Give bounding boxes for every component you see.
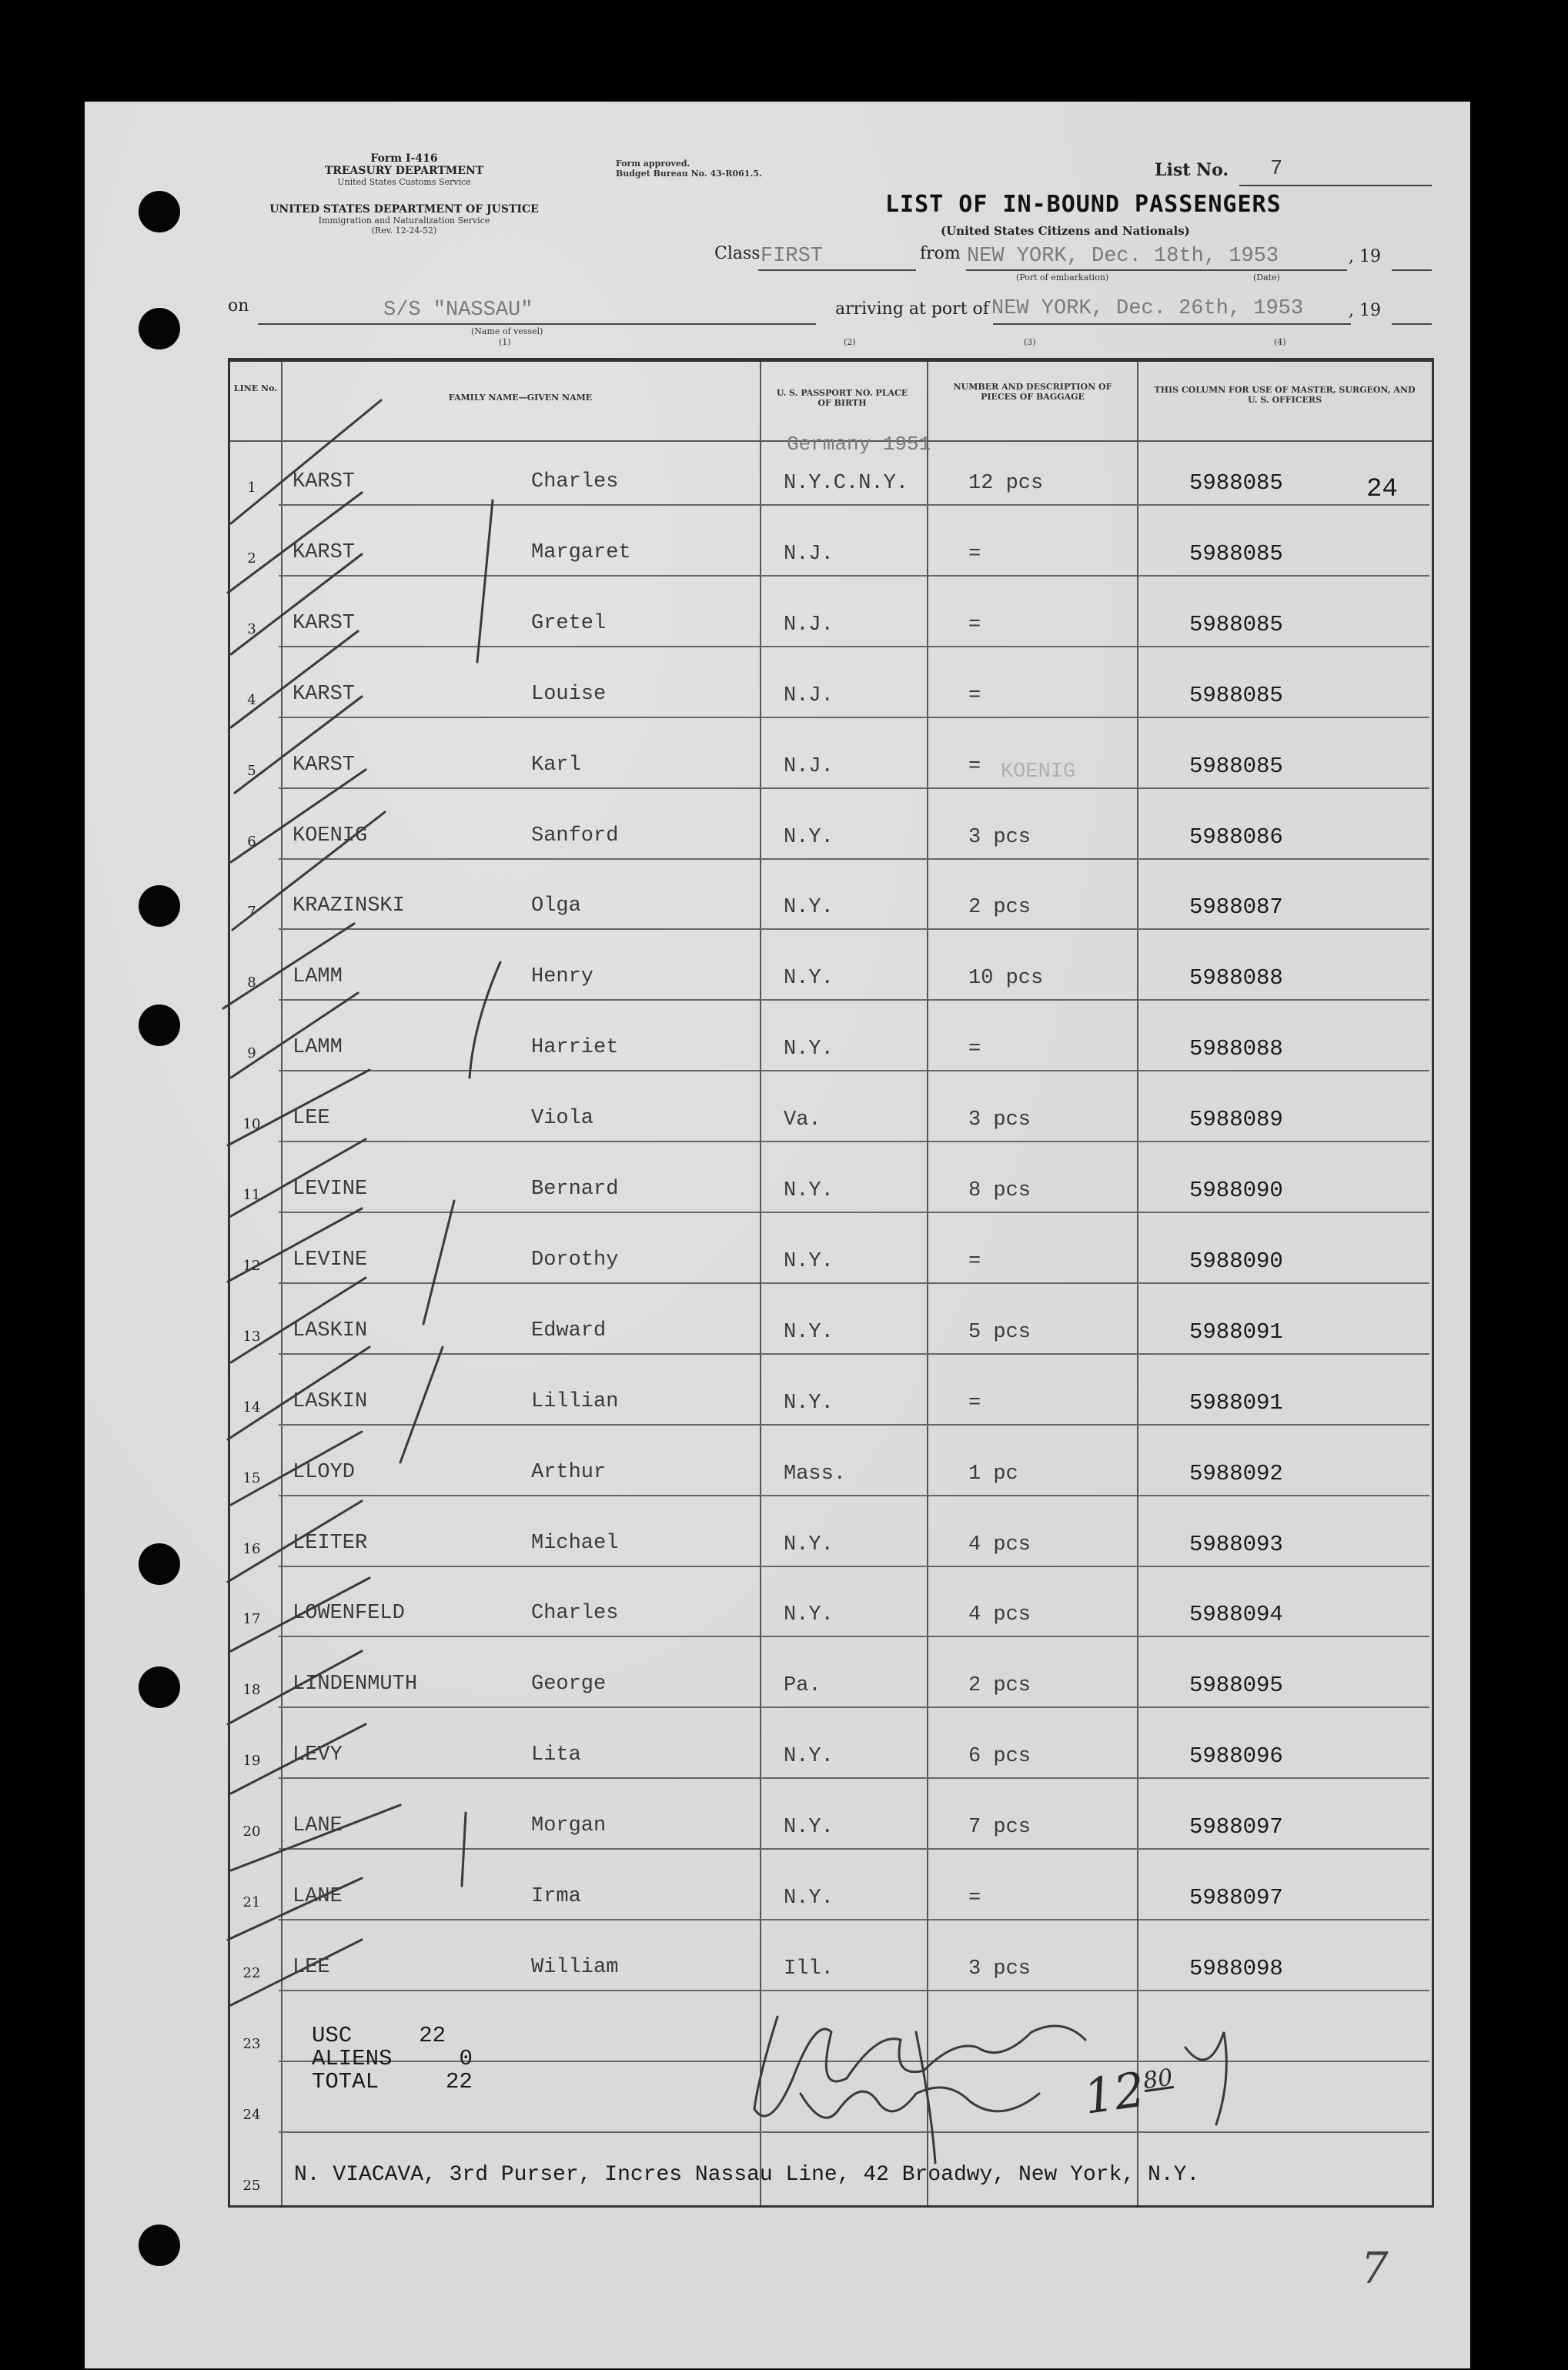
officer-number: 5988098: [1189, 1956, 1283, 1981]
family-name: KARST: [293, 470, 356, 493]
arriving-label: arriving at port of: [835, 299, 989, 319]
totals-aliens-label: ALIENS: [312, 2046, 393, 2071]
row-divider: [279, 1777, 1429, 1779]
baggage: 12 pcs: [968, 472, 1044, 495]
place-of-birth: N.Y.: [784, 826, 834, 849]
place-of-birth: N.Y.: [784, 967, 834, 990]
baggage: =: [968, 1887, 981, 1910]
vessel-value: S/S "NASSAU": [383, 299, 533, 322]
given-name: Henry: [531, 965, 594, 988]
officer-number: 5988085: [1189, 754, 1283, 779]
totals-usc: [312, 2024, 473, 2047]
officer-number: 5988092: [1189, 1461, 1283, 1486]
baggage: =: [968, 543, 981, 566]
family-name: KARST: [293, 754, 356, 777]
given-name: Louise: [531, 683, 607, 706]
approval-line1: Form approved.: [616, 159, 690, 169]
officer-number: 5988085: [1189, 470, 1283, 496]
line-number: 4: [247, 692, 256, 708]
family-name: KRAZINSKI: [293, 894, 405, 918]
baggage: =: [968, 613, 981, 637]
family-name: LEITER: [293, 1532, 368, 1555]
on-label: on: [228, 296, 249, 316]
class-underline: [758, 269, 916, 271]
line-number: 5: [247, 763, 256, 779]
fee-note-sup: 80: [1141, 2064, 1175, 2095]
line-number: 12: [242, 1258, 261, 1274]
place-of-birth: N.Y.: [784, 896, 834, 919]
row-divider: [279, 1848, 1429, 1850]
page-mark: 7: [1361, 2244, 1389, 2294]
row-divider: [279, 1353, 1429, 1355]
list-no-value: 7: [1270, 158, 1283, 181]
col-num-4-top: (4): [1274, 337, 1286, 347]
baggage: =: [968, 1038, 981, 1061]
line-number: 16: [242, 1541, 261, 1557]
row-divider: [279, 2131, 1429, 2133]
port-embark-caption: (Port of embarkation): [1016, 272, 1109, 282]
given-name: Harriet: [531, 1036, 619, 1059]
family-name: LEVINE: [293, 1178, 368, 1201]
form-approval: [616, 159, 762, 179]
place-of-birth: N.Y.: [784, 1392, 834, 1415]
line-number: 20: [242, 1823, 261, 1840]
totals-aliens: [312, 2047, 473, 2071]
officer-number: 5988085: [1189, 541, 1283, 567]
officer-number: 5988093: [1189, 1532, 1283, 1557]
row-divider: [279, 928, 1429, 930]
agency-justice: UNITED STATES DEPARTMENT OF JUSTICE: [269, 203, 539, 216]
totals-usc-label: USC: [312, 2023, 353, 2048]
officer-number: 5988095: [1189, 1673, 1283, 1698]
family-name: LANE: [293, 1814, 343, 1837]
line-number: 23: [242, 2036, 261, 2052]
col-num-3-top: (3): [1024, 337, 1036, 347]
date-caption: (Date): [1253, 272, 1280, 282]
vessel-caption: (Name of vessel): [471, 326, 543, 336]
place-of-birth: N.Y.: [784, 1533, 834, 1556]
arriving-underline: [993, 323, 1351, 325]
row-divider: [279, 999, 1429, 1001]
baggage: =: [968, 755, 981, 778]
officer-number: 5988090: [1189, 1178, 1283, 1203]
given-name: Arthur: [531, 1461, 607, 1484]
line-number: 17: [242, 1611, 261, 1627]
line-number: 10: [242, 1116, 261, 1132]
baggage: 3 pcs: [968, 826, 1031, 849]
vessel-underline: [258, 323, 816, 325]
row-divider: [279, 1706, 1429, 1708]
line-number: 19: [242, 1753, 261, 1769]
agency-customs: United States Customs Service: [337, 177, 471, 187]
line-number: 2: [247, 550, 256, 567]
given-name: Gretel: [531, 612, 607, 635]
totals-total: [312, 2071, 473, 2094]
officer-number: 5988094: [1189, 1602, 1283, 1627]
officer-number: 5988089: [1189, 1107, 1283, 1132]
class-value: FIRST: [761, 245, 824, 268]
family-name: LEVY: [293, 1743, 343, 1767]
row-divider: [279, 1919, 1429, 1920]
line-number: 24: [242, 2107, 261, 2123]
place-of-birth: N.Y.: [784, 1038, 834, 1061]
line-number: 1: [247, 480, 256, 496]
totals-usc-value: 22: [419, 2023, 446, 2048]
given-name: William: [531, 1956, 619, 1979]
place-of-birth: N.Y.: [784, 1250, 834, 1273]
row-divider: [279, 1282, 1429, 1284]
purser-line: N. VIACAVA, 3rd Purser, Incres Nassau Line, 42 Broadwy, New York, N.Y.: [294, 2163, 1200, 2187]
place-of-birth: N.Y.: [784, 1745, 834, 1768]
family-name: LAMM: [293, 1036, 343, 1059]
list-no-underline: [1239, 185, 1432, 186]
line-number: 21: [242, 1894, 261, 1910]
given-name: Charles: [531, 1602, 619, 1625]
row-divider: [279, 858, 1429, 860]
row-divider: [279, 1424, 1429, 1426]
baggage: 3 pcs: [968, 1108, 1031, 1132]
agency-treasury: TREASURY DEPARTMENT: [324, 165, 484, 177]
line-number: 8: [247, 974, 256, 991]
place-of-birth: Pa.: [784, 1674, 821, 1697]
officer-number: 5988088: [1189, 965, 1283, 991]
binder-hole: [139, 885, 180, 927]
family-name: KOENIG: [293, 824, 368, 847]
list-no-label: List No.: [1155, 160, 1229, 180]
officer-number: 5988090: [1189, 1249, 1283, 1274]
given-name: Karl: [531, 754, 581, 777]
family-name: LASKIN: [293, 1390, 368, 1413]
officer-number: 5988086: [1189, 824, 1283, 850]
col-head-baggage: NUMBER AND DESCRIPTION OF PIECES OF BAGGAGE: [953, 382, 1112, 402]
line-number: 14: [242, 1399, 261, 1416]
baggage: 1 pc: [968, 1462, 1018, 1486]
col-head-passport: U. S. PASSPORT NO. PLACE OF BIRTH: [776, 388, 908, 408]
officer-number: 5988088: [1189, 1036, 1283, 1061]
row-divider: [279, 646, 1429, 647]
row-divider: [279, 717, 1429, 718]
place-of-birth: N.J.: [784, 543, 834, 566]
line-number: 11: [242, 1187, 261, 1203]
row-divider: [279, 1566, 1429, 1567]
page-subtitle: (United States Citizens and Nationals): [941, 224, 1190, 238]
place-of-birth: Mass.: [784, 1462, 847, 1486]
row-divider: [279, 1990, 1429, 1991]
family-name: KARST: [293, 683, 356, 706]
vessel-caption-num: (1): [499, 337, 511, 347]
binder-hole: [139, 1666, 180, 1708]
given-name: Dorothy: [531, 1249, 619, 1272]
given-name: Michael: [531, 1532, 619, 1555]
row-divider: [279, 787, 1429, 789]
from-label: from: [920, 244, 961, 263]
year-suffix-1: , 19: [1349, 247, 1381, 266]
family-name: KARST: [293, 541, 356, 564]
place-of-birth: N.Y.: [784, 1887, 834, 1910]
officer-number: 5988096: [1189, 1743, 1283, 1769]
line-number: 9: [247, 1045, 256, 1061]
officer-number: 5988085: [1189, 683, 1283, 708]
place-of-birth: N.Y.: [784, 1179, 834, 1202]
place-of-birth: Va.: [784, 1108, 821, 1132]
baggage: 2 pcs: [968, 1674, 1031, 1697]
given-name: Margaret: [531, 541, 631, 564]
from-value: NEW YORK, Dec. 18th, 1953: [967, 245, 1279, 268]
page-title: LIST OF IN-BOUND PASSENGERS: [885, 191, 1282, 218]
row-divider: [279, 504, 1429, 506]
given-name: Bernard: [531, 1178, 619, 1201]
row-divider: [279, 575, 1429, 577]
approval-line2: Budget Bureau No. 43-R061.5.: [616, 169, 762, 179]
col-head-name: FAMILY NAME—GIVEN NAME: [448, 393, 593, 403]
given-name: Lita: [531, 1743, 581, 1767]
place-of-birth: N.Y.: [784, 1603, 834, 1626]
given-name: Sanford: [531, 824, 619, 847]
year-suffix-2: , 19: [1349, 301, 1381, 320]
form-revision: (Rev. 12-24-52): [371, 226, 437, 236]
family-name: KARST: [293, 612, 356, 635]
baggage: 4 pcs: [968, 1533, 1031, 1556]
family-name: LASKIN: [293, 1319, 368, 1342]
place-of-birth: N.Y.C.N.Y.: [784, 472, 909, 495]
arriving-value: NEW YORK, Dec. 26th, 1953: [991, 297, 1304, 320]
binder-hole: [139, 1004, 180, 1046]
totals-block: [312, 2024, 473, 2094]
totals-total-value: 22: [446, 2069, 473, 2094]
family-name: LEE: [293, 1956, 330, 1979]
col-head-officers: THIS COLUMN FOR USE OF MASTER, SURGEON, AND U. S. OFFICERS: [1154, 385, 1416, 405]
officer-number: 5988085: [1189, 612, 1283, 637]
family-name: LANE: [293, 1885, 343, 1908]
year-underline-2: [1392, 323, 1432, 325]
line-number: 18: [242, 1682, 261, 1698]
row-divider: [279, 1636, 1429, 1637]
year-underline-1: [1392, 269, 1432, 271]
family-name: LAMM: [293, 965, 343, 988]
binder-hole: [139, 2225, 180, 2266]
place-of-birth: N.J.: [784, 613, 834, 637]
baggage: 8 pcs: [968, 1179, 1031, 1202]
baggage: 2 pcs: [968, 896, 1031, 919]
line-number: 6: [247, 834, 256, 850]
class-label: Class: [714, 244, 761, 263]
totals-aliens-value: 0: [459, 2046, 473, 2071]
given-name: Viola: [531, 1107, 594, 1130]
family-name: LINDENMUTH: [293, 1673, 418, 1696]
baggage: 7 pcs: [968, 1816, 1031, 1839]
passport-note: Germany 1951: [787, 433, 931, 456]
binder-hole: [139, 308, 180, 349]
col-num-2-top: (2): [844, 337, 856, 347]
binder-hole: [139, 191, 180, 232]
officer-number: 5988087: [1189, 894, 1283, 920]
given-name: Lillian: [531, 1390, 619, 1413]
baggage-strike-note: KOENIG: [1001, 760, 1076, 784]
given-name: Edward: [531, 1319, 607, 1342]
family-name: LEVINE: [293, 1249, 368, 1272]
line-number: 22: [242, 1965, 261, 1981]
binder-hole: [139, 1543, 180, 1585]
baggage: 10 pcs: [968, 967, 1044, 990]
fee-note-value: 12: [1080, 2061, 1148, 2125]
officer-note: 24: [1366, 475, 1398, 504]
baggage: =: [968, 684, 981, 707]
form-number: Form I-416: [370, 152, 438, 165]
row-divider: [279, 1212, 1429, 1213]
place-of-birth: N.J.: [784, 684, 834, 707]
line-number: 15: [242, 1470, 261, 1486]
form-justice-block: [223, 203, 585, 236]
officer-number: 5988091: [1189, 1319, 1283, 1345]
given-name: Irma: [531, 1885, 581, 1908]
line-number: 13: [242, 1329, 261, 1345]
place-of-birth: N.Y.: [784, 1816, 834, 1839]
officer-number: 5988097: [1189, 1885, 1283, 1910]
baggage: 5 pcs: [968, 1321, 1031, 1344]
baggage: 6 pcs: [968, 1745, 1031, 1768]
agency-ins: Immigration and Naturalization Service: [318, 216, 490, 226]
col-head-line: LINE No.: [233, 383, 278, 393]
line-number: 7: [247, 904, 256, 920]
place-of-birth: N.Y.: [784, 1321, 834, 1344]
baggage: =: [968, 1392, 981, 1415]
family-name: LOWENFELD: [293, 1602, 405, 1625]
row-divider: [279, 1141, 1429, 1142]
place-of-birth: Ill.: [784, 1957, 834, 1981]
form-agency-block: [223, 152, 585, 187]
given-name: George: [531, 1673, 607, 1696]
baggage: 3 pcs: [968, 1957, 1031, 1981]
family-name: LLOYD: [293, 1461, 356, 1484]
baggage: =: [968, 1250, 981, 1273]
totals-total-label: TOTAL: [312, 2069, 379, 2094]
given-name: Morgan: [531, 1814, 607, 1837]
given-name: Olga: [531, 894, 581, 918]
line-number: 25: [242, 2178, 261, 2194]
given-name: Charles: [531, 470, 619, 493]
row-divider: [279, 1495, 1429, 1496]
officer-number: 5988091: [1189, 1390, 1283, 1416]
place-of-birth: N.J.: [784, 755, 834, 778]
family-name: LEE: [293, 1107, 330, 1130]
baggage: 4 pcs: [968, 1603, 1031, 1626]
from-underline: [966, 269, 1347, 271]
row-divider: [279, 1070, 1429, 1071]
line-number: 3: [247, 621, 256, 637]
officer-number: 5988097: [1189, 1814, 1283, 1840]
